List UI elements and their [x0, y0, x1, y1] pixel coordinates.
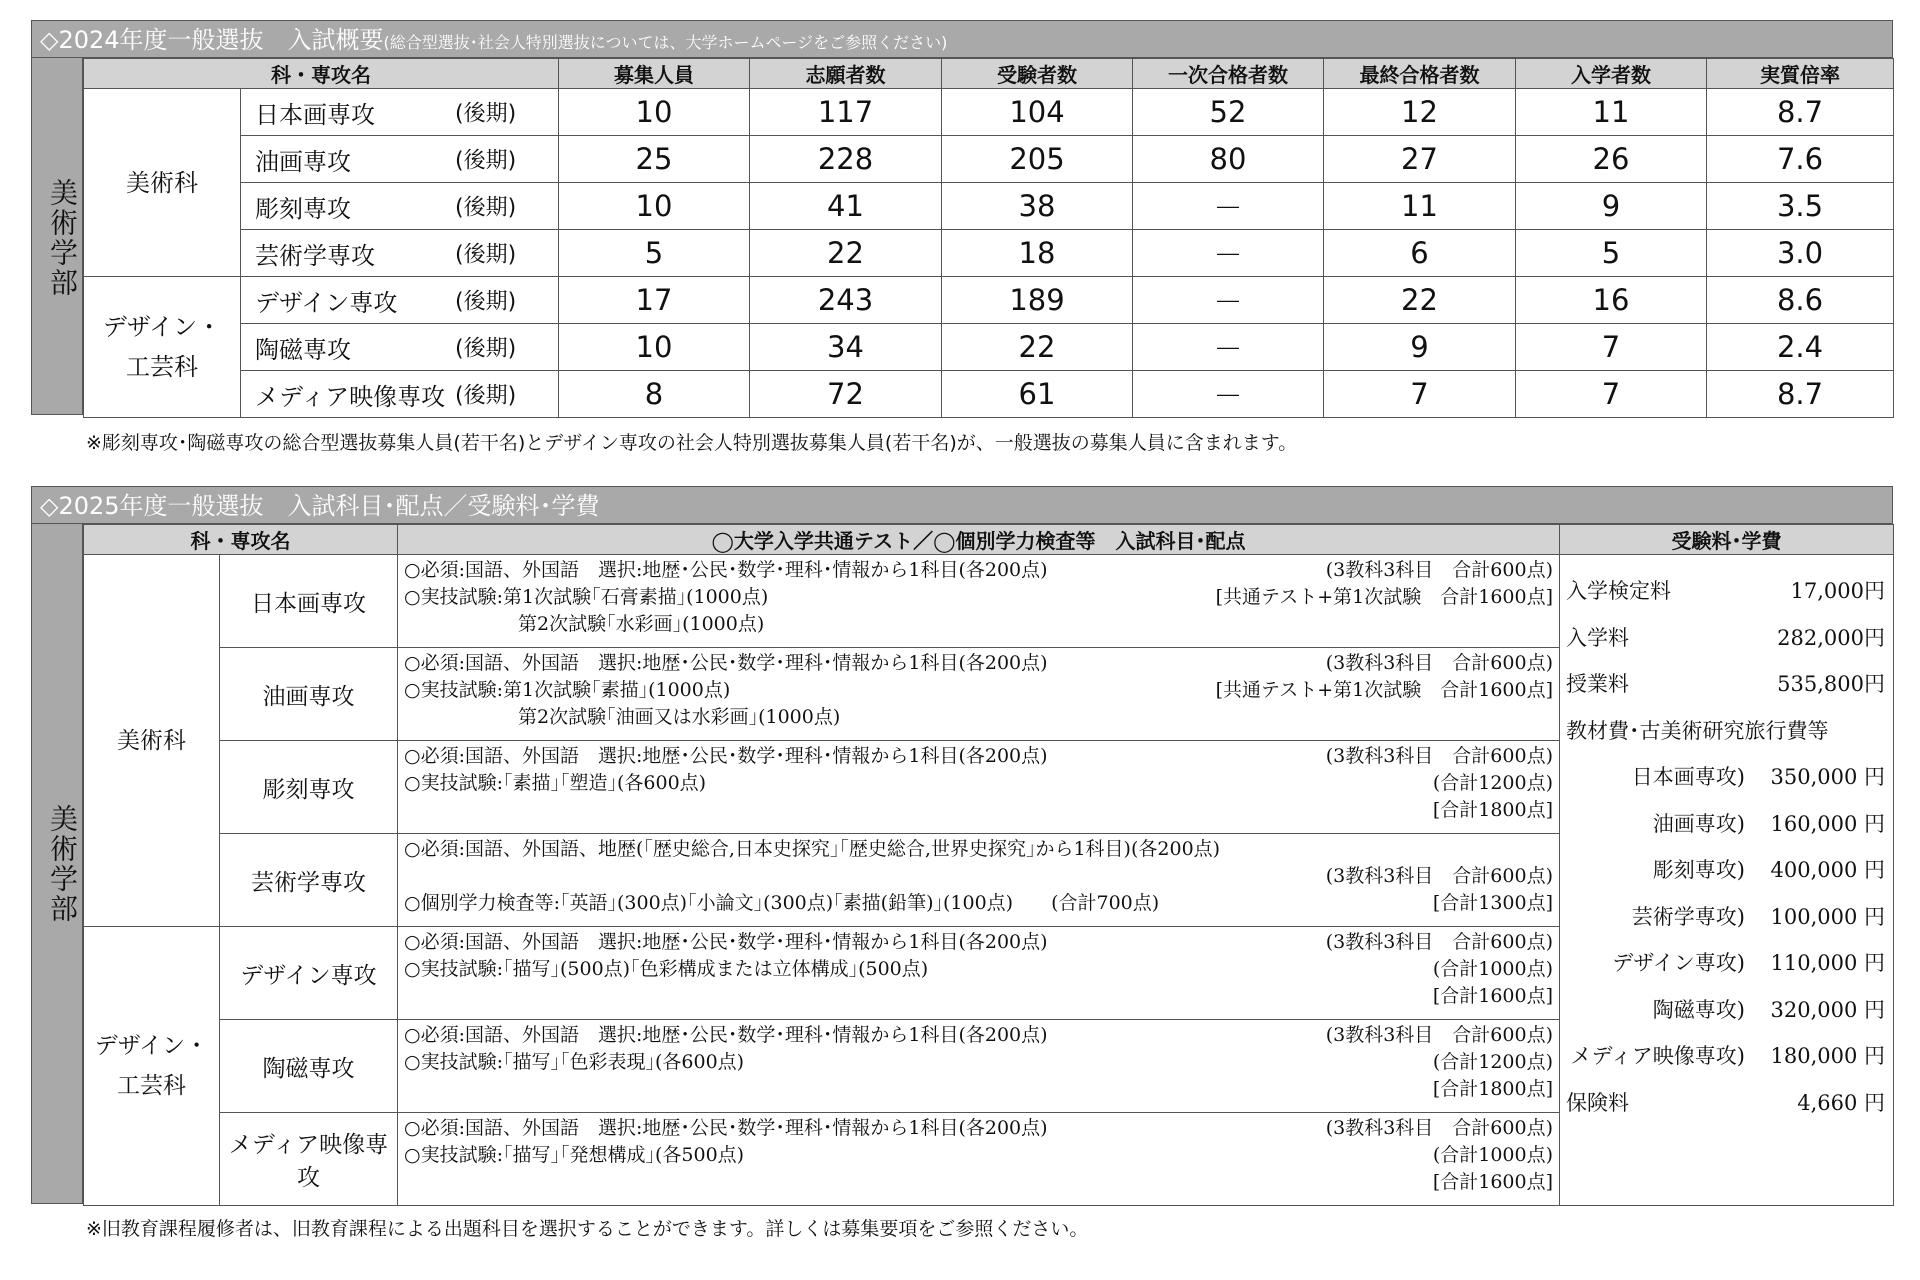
section2-faculty-label: [31, 524, 83, 1204]
section1-value-cell: 9: [1516, 183, 1707, 230]
section1-value-cell: 3.5: [1707, 183, 1894, 230]
section2-subject-total: [合計1800点]: [1432, 1078, 1553, 1100]
fee-amount: 180,000 円: [1770, 1044, 1885, 1068]
section1-major-name: 芸術学専攻: [255, 241, 375, 270]
section1-major-period: (後期): [455, 195, 517, 221]
section2-subject-line: ○必須:国語、外国語 選択:地歴･公民･数学･理科･情報から1科目(各200点): [404, 1117, 1048, 1139]
section1-value-cell: 10: [559, 324, 750, 371]
fee-row: [1566, 622, 1885, 652]
section1-major-name: 日本画専攻: [255, 100, 375, 129]
fee-row: [1566, 947, 1885, 977]
section1-row: [84, 183, 1894, 230]
section1-value-cell: 18: [942, 230, 1133, 277]
section1-header-cell: 受験者数: [942, 59, 1133, 89]
section2-subjects-cell: [398, 834, 1560, 927]
fee-row: [1566, 854, 1885, 884]
section2-subject-line: ○個別学力検査等:｢英語｣(300点)｢小論文｣(300点)｢素描(鉛筆)｣(100点) (合計700点): [404, 892, 1160, 914]
section2-title: [31, 486, 1893, 524]
section2-major-name: デザイン専攻: [220, 927, 398, 1020]
section1-header-cell: 実質倍率: [1707, 59, 1894, 89]
section1-value-cell: 27: [1324, 136, 1516, 183]
section1-header-cell: 志願者数: [750, 59, 942, 89]
section1-faculty-text: 美術学部: [46, 178, 79, 298]
section1-value-cell: 7: [1516, 371, 1707, 418]
fee-label: 日本画専攻): [1631, 765, 1745, 789]
section1-row: [84, 89, 1894, 136]
fee-label: 授業料: [1566, 672, 1629, 696]
section1-value-cell: 12: [1324, 89, 1516, 136]
section1-major-period: (後期): [455, 336, 517, 362]
section1-header-cell: 一次合格者数: [1133, 59, 1324, 89]
section1-value-cell: 243: [750, 277, 942, 324]
section1-major-cell: [241, 183, 559, 230]
section1-major-name: 油画専攻: [255, 147, 351, 176]
section1-value-cell: 7: [1324, 371, 1516, 418]
section1-value-cell: 8.7: [1707, 89, 1894, 136]
section2-subject-line: ○実技試験:｢素描｣｢塑造｣(各600点): [404, 772, 707, 794]
section1-value-cell: －: [1133, 324, 1324, 371]
fee-row: [1566, 901, 1885, 931]
section2-subject-line: ○必須:国語、外国語、地歴(｢歴史総合,日本史探究｣｢歴史総合,世界史探究｣から1科目)(各200点): [404, 838, 1221, 860]
fee-row: [1566, 575, 1885, 605]
section2-subjects-cell: [398, 555, 1560, 648]
section1-value-cell: 22: [942, 324, 1133, 371]
section2-major-name: メディア映像専攻: [220, 1113, 398, 1206]
section1-value-cell: 26: [1516, 136, 1707, 183]
section1-value-cell: 5: [559, 230, 750, 277]
fee-amount: 110,000 円: [1770, 951, 1885, 975]
fee-amount: 4,660 円: [1797, 1090, 1885, 1115]
section2-subject-line: ○必須:国語、外国語 選択:地歴･公民･数学･理科･情報から1科目(各200点): [404, 1024, 1048, 1046]
section1-value-cell: 8: [559, 371, 750, 418]
section1-value-cell: 61: [942, 371, 1133, 418]
section2-subject-total: (合計1000点): [1432, 1144, 1553, 1166]
section1-major-period: (後期): [455, 101, 517, 127]
section1-value-cell: 8.7: [1707, 371, 1894, 418]
section2-header-row: [84, 525, 1894, 555]
section2-subject-total: (3教科3科目 合計600点): [1325, 1024, 1553, 1046]
section1-value-cell: 228: [750, 136, 942, 183]
section1-value-cell: 3.0: [1707, 230, 1894, 277]
section1-value-cell: 10: [559, 183, 750, 230]
section1-faculty-label: [31, 58, 83, 415]
section1-value-cell: 80: [1133, 136, 1324, 183]
fee-row: [1566, 715, 1885, 745]
section1-major-period: (後期): [455, 148, 517, 174]
section1-value-cell: 17: [559, 277, 750, 324]
section1-major-cell: [241, 136, 559, 183]
fee-label: 入学検定料: [1566, 579, 1671, 603]
section2-major-name: 芸術学専攻: [220, 834, 398, 927]
section2-subject-total: [共通テスト+第1次試験 合計1600点]: [1215, 586, 1553, 608]
section2-dept-name: [84, 555, 220, 927]
section2-subjects-cell: [398, 927, 1560, 1020]
section1-value-cell: 16: [1516, 277, 1707, 324]
section1-header-cell: 入学者数: [1516, 59, 1707, 89]
section1-value-cell: 38: [942, 183, 1133, 230]
section1-major-period: (後期): [455, 289, 517, 315]
fee-label: デザイン専攻): [1612, 951, 1745, 975]
section1-major-cell: [241, 371, 559, 418]
section2-subject-line: 第2次試験｢油画又は水彩画｣(1000点): [404, 706, 841, 728]
section2-subjects-cell: [398, 1113, 1560, 1206]
fee-label: 油画専攻): [1652, 811, 1745, 836]
section2-title-text: ◇2025年度一般選抜 入試科目･配点／受験料･学費: [40, 492, 600, 520]
section2-row: [84, 555, 1894, 648]
fee-amount: 320,000 円: [1770, 997, 1885, 1022]
fee-row: [1566, 808, 1885, 838]
fee-row: [1566, 1040, 1885, 1070]
section2-dept-name-line: 美術科: [117, 727, 186, 754]
section1-value-cell: －: [1133, 371, 1324, 418]
fee-amount: 160,000 円: [1770, 811, 1885, 836]
section1-value-cell: 2.4: [1707, 324, 1894, 371]
section2-subject-total: [合計1600点]: [1432, 1171, 1553, 1193]
section1-title: [31, 20, 1893, 58]
section1-major-period: (後期): [455, 242, 517, 268]
section2-major-name: 油画専攻: [220, 648, 398, 741]
section2-subject-line: ○必須:国語、外国語 選択:地歴･公民･数学･理科･情報から1科目(各200点): [404, 652, 1048, 674]
fee-label: メディア映像専攻): [1570, 1044, 1745, 1068]
section1-dept-name: [84, 89, 241, 277]
section1-value-cell: －: [1133, 230, 1324, 277]
section1-major-period: (後期): [455, 383, 517, 409]
section1-major-name: 彫刻専攻: [255, 194, 351, 223]
section2-subject-line: ○実技試験:第1次試験｢素描｣(1000点): [404, 679, 731, 701]
section2-fees-cell: [1560, 555, 1894, 1206]
section1-row: [84, 136, 1894, 183]
section2-subjects-cell: [398, 648, 1560, 741]
section1-value-cell: 8.6: [1707, 277, 1894, 324]
section1-major-name: メディア映像専攻: [255, 382, 446, 411]
section2-subject-total: (合計1000点): [1432, 958, 1553, 980]
fee-amount: 535,800円: [1777, 672, 1885, 696]
section2-subject-line: ○必須:国語、外国語 選択:地歴･公民･数学･理科･情報から1科目(各200点): [404, 745, 1048, 767]
section1-row: [84, 277, 1894, 324]
section1-value-cell: 11: [1516, 89, 1707, 136]
section1-value-cell: 34: [750, 324, 942, 371]
section1-major-cell: [241, 277, 559, 324]
section2-major-name: 彫刻専攻: [220, 741, 398, 834]
section2-major-name: 陶磁専攻: [220, 1020, 398, 1113]
section2-subject-line: ○必須:国語、外国語 選択:地歴･公民･数学･理科･情報から1科目(各200点): [404, 931, 1048, 953]
section2-subject-line: ○必須:国語、外国語 選択:地歴･公民･数学･理科･情報から1科目(各200点): [404, 559, 1048, 581]
section2-subject-total: (3教科3科目 合計600点): [1325, 745, 1553, 767]
section2-subject-total: (3教科3科目 合計600点): [1325, 1117, 1553, 1139]
section1-major-name: デザイン専攻: [255, 288, 398, 317]
section2-subject-total: [合計1300点]: [1432, 892, 1553, 914]
section1-value-cell: 7: [1516, 324, 1707, 371]
section2-subject-total: (3教科3科目 合計600点): [1325, 559, 1553, 581]
section1-dept-name: [84, 277, 241, 418]
section1-title-note: (総合型選抜･社会人特別選抜については、大学ホームページをご参照ください): [383, 33, 948, 52]
section2-subject-line: 第2次試験｢水彩画｣(1000点): [404, 613, 765, 635]
section1-header-cell: 募集人員: [559, 59, 750, 89]
section2-subject-line: ○実技試験:｢描写｣｢発想構成｣(各500点): [404, 1144, 745, 1166]
section2-header-fees: 受験料･学費: [1560, 525, 1894, 555]
section1-row: [84, 371, 1894, 418]
section2-subject-line: ○実技試験:｢描写｣｢色彩表現｣(各600点): [404, 1051, 745, 1073]
section1-value-cell: 22: [750, 230, 942, 277]
section1-title-text: ◇2024年度一般選抜 入試概要: [40, 26, 384, 54]
section1-value-cell: －: [1133, 277, 1324, 324]
section1-header-row: [84, 59, 1894, 89]
section1-header-cell: 最終合格者数: [1324, 59, 1516, 89]
section1-dept-name-line: 工芸科: [126, 353, 198, 381]
section1-dept-name-line: 美術科: [126, 168, 198, 197]
section1-value-cell: 72: [750, 371, 942, 418]
section1-note: ※彫刻専攻･陶磁専攻の総合型選抜募集人員(若干名)とデザイン専攻の社会人特別選抜募集人員(若干名)が、一般選抜の募集人員に含まれます。: [86, 432, 1298, 454]
fee-label: 保険料: [1566, 1090, 1629, 1115]
section2-faculty-text: 美術学部: [46, 804, 79, 924]
section1-major-name: 陶磁専攻: [255, 335, 351, 364]
section2-subjects-cell: [398, 741, 1560, 834]
fee-label: 入学料: [1566, 625, 1629, 650]
section2-dept-name-line: 工芸科: [117, 1073, 186, 1099]
section1-value-cell: 117: [750, 89, 942, 136]
fee-label: 彫刻専攻): [1652, 858, 1745, 882]
section2-subject-total: [合計1800点]: [1432, 799, 1553, 821]
section1-value-cell: 22: [1324, 277, 1516, 324]
section1-table: [83, 58, 1894, 418]
section2-subjects-cell: [398, 1020, 1560, 1113]
section2-header-dept: 科・専攻名: [84, 525, 398, 555]
section1-value-cell: 10: [559, 89, 750, 136]
fee-row: [1566, 994, 1885, 1024]
section1-value-cell: 52: [1133, 89, 1324, 136]
fee-label: 教材費･古美術研究旅行費等: [1566, 718, 1829, 743]
section1-row: [84, 230, 1894, 277]
section2-subject-total: (合計1200点): [1432, 772, 1553, 794]
fee-label: 芸術学専攻): [1631, 904, 1745, 929]
section2-subject-total: [共通テスト+第1次試験 合計1600点]: [1215, 679, 1553, 701]
fee-label: 陶磁専攻): [1652, 997, 1745, 1022]
section1-value-cell: 11: [1324, 183, 1516, 230]
fee-amount: 350,000 円: [1770, 765, 1885, 789]
section2-header-subjects: ◯大学入学共通テスト／◯個別学力検査等 入試科目･配点: [398, 525, 1560, 555]
section1-value-cell: 6: [1324, 230, 1516, 277]
section2-dept-name: [84, 927, 220, 1206]
section1-value-cell: 189: [942, 277, 1133, 324]
fee-row: [1566, 761, 1885, 791]
section1-value-cell: 5: [1516, 230, 1707, 277]
section1-dept-name-line: デザイン・: [102, 313, 222, 341]
section2-subject-total: (合計1200点): [1432, 1051, 1553, 1073]
section1-value-cell: 25: [559, 136, 750, 183]
fee-amount: 17,000円: [1790, 579, 1885, 603]
section1-value-cell: －: [1133, 183, 1324, 230]
fee-amount: 282,000円: [1777, 625, 1885, 650]
section1-value-cell: 7.6: [1707, 136, 1894, 183]
section2-subject-line: ○実技試験:第1次試験｢石膏素描｣(1000点): [404, 586, 769, 608]
section1-value-cell: 205: [942, 136, 1133, 183]
section1-major-cell: [241, 230, 559, 277]
section1-value-cell: 104: [942, 89, 1133, 136]
section1-major-cell: [241, 89, 559, 136]
section1-header-cell: 科・専攻名: [84, 59, 559, 89]
fee-row: [1566, 668, 1885, 698]
section2-subject-total: [合計1600点]: [1432, 985, 1553, 1007]
section2-dept-name-line: デザイン・: [94, 1033, 209, 1059]
section2-subject-total: (3教科3科目 合計600点): [1325, 865, 1553, 887]
section2-subject-total: (3教科3科目 合計600点): [1325, 931, 1553, 953]
fee-amount: 400,000 円: [1770, 858, 1885, 882]
section2-subject-line: ○実技試験:｢描写｣(500点)｢色彩構成または立体構成｣(500点): [404, 958, 929, 980]
fee-amount: 100,000 円: [1770, 904, 1885, 929]
section2-table: [83, 524, 1894, 1206]
section2-major-name: 日本画専攻: [220, 555, 398, 648]
section1-value-cell: 9: [1324, 324, 1516, 371]
section2-note: ※旧教育課程履修者は、旧教育課程による出題科目を選択することができます。詳しくは募集要項をご参照ください。: [86, 1218, 1089, 1240]
section1-value-cell: 41: [750, 183, 942, 230]
section1-major-cell: [241, 324, 559, 371]
section1-row: [84, 324, 1894, 371]
fee-row: [1566, 1087, 1885, 1117]
section2-subject-total: (3教科3科目 合計600点): [1325, 652, 1553, 674]
